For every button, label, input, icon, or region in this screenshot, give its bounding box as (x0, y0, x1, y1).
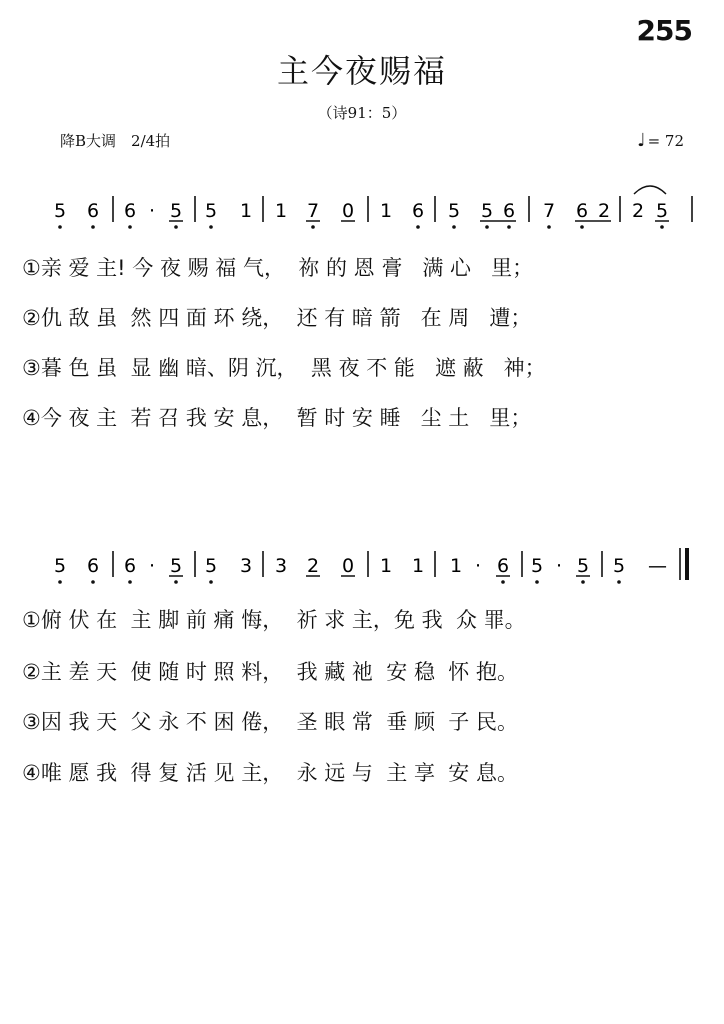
note: 6 (576, 200, 589, 222)
note: · (149, 555, 156, 577)
octave-dot (91, 225, 95, 229)
octave-dot (535, 580, 539, 584)
octave-dot (452, 225, 456, 229)
tie (634, 186, 666, 194)
note: 7 (307, 200, 320, 222)
notation-system-1 (54, 186, 692, 229)
song-title: 主今夜赐福 (276, 52, 447, 90)
tempo-marking (637, 130, 684, 151)
note: · (149, 200, 156, 222)
note: · (556, 555, 563, 577)
lyric-line-verse-1: ①亲 爱 主! 今 夜 赐 福 气， 祢 的 恩 膏 满 心 里； (22, 256, 534, 280)
note: 5 (481, 200, 494, 222)
lyric-line-verse-3: ③暮 色 虽 显 幽 暗、阴 沉， 黑 夜 不 能 遮 蔽 神； (22, 356, 546, 380)
note: 6 (87, 200, 100, 222)
lyric-line-verse-2: ②主 差 天 使 随 时 照 料， 我 藏 祂 安 稳 怀 抱。 (22, 660, 518, 684)
notation-system-2 (54, 548, 687, 584)
octave-dot (311, 225, 315, 229)
note: 6 (124, 200, 137, 222)
note: 6 (124, 555, 137, 577)
note: 6 (503, 200, 516, 222)
note: 1 (380, 555, 393, 577)
octave-dot (485, 225, 489, 229)
note: 3 (275, 555, 288, 577)
octave-dot (128, 580, 132, 584)
key-and-meter: 降B大调 2/4拍 (60, 132, 171, 150)
octave-dot (581, 580, 585, 584)
octave-dot (91, 580, 95, 584)
note: 1 (275, 200, 288, 222)
note: 1 (450, 555, 463, 577)
note: 1 (380, 200, 393, 222)
note: 5 (54, 555, 67, 577)
octave-dot (128, 225, 132, 229)
octave-dot (209, 225, 213, 229)
octave-dot (501, 580, 505, 584)
note: 2 (598, 200, 611, 222)
octave-dot (209, 580, 213, 584)
octave-dot (58, 225, 62, 229)
note: 2 (632, 200, 645, 222)
octave-dot (174, 225, 178, 229)
note: 5 (531, 555, 544, 577)
octave-dot (58, 580, 62, 584)
octave-dot (416, 225, 420, 229)
note: 6 (497, 555, 510, 577)
lyric-line-verse-3: ③因 我 天 父 永 不 困 倦， 圣 眼 常 垂 顾 子 民。 (22, 710, 518, 734)
note: 3 (240, 555, 253, 577)
note: 6 (87, 555, 100, 577)
octave-dot (580, 225, 584, 229)
note: 0 (342, 555, 355, 577)
octave-dot (617, 580, 621, 584)
quarter-note-icon: ♩ (637, 130, 646, 151)
note: 5 (205, 555, 218, 577)
octave-dot (660, 225, 664, 229)
lyric-line-verse-4: ④今 夜 主 若 召 我 安 息， 暂 时 安 睡 尘 土 里； (22, 406, 532, 430)
note: 5 (170, 555, 183, 577)
octave-dot (174, 580, 178, 584)
note: 1 (240, 200, 253, 222)
tempo-value: = 72 (647, 132, 684, 150)
note: 5 (205, 200, 218, 222)
note: 5 (54, 200, 67, 222)
note: — (648, 555, 667, 577)
octave-dot (547, 225, 551, 229)
note: 5 (613, 555, 626, 577)
lyric-line-verse-4: ④唯 愿 我 得 复 活 见 主， 永 远 与 主 享 安 息。 (22, 761, 518, 785)
note: 7 (543, 200, 556, 222)
note: 5 (656, 200, 669, 222)
scripture-reference: （诗91：5） (317, 104, 407, 122)
note: 5 (170, 200, 183, 222)
note: 5 (577, 555, 590, 577)
lyric-line-verse-1: ①俯 伏 在 主 脚 前 痛 悔， 祈 求 主，免 我 众 罪。 (22, 608, 526, 632)
note: 2 (307, 555, 320, 577)
lyric-line-verse-2: ②仇 敌 虽 然 四 面 环 绕， 还 有 暗 箭 在 周 遭； (22, 306, 532, 330)
octave-dot (507, 225, 511, 229)
note: 0 (342, 200, 355, 222)
note: 1 (412, 555, 425, 577)
note: 5 (448, 200, 461, 222)
note: 6 (412, 200, 425, 222)
note: · (475, 555, 482, 577)
page-number: 255 (636, 14, 692, 47)
